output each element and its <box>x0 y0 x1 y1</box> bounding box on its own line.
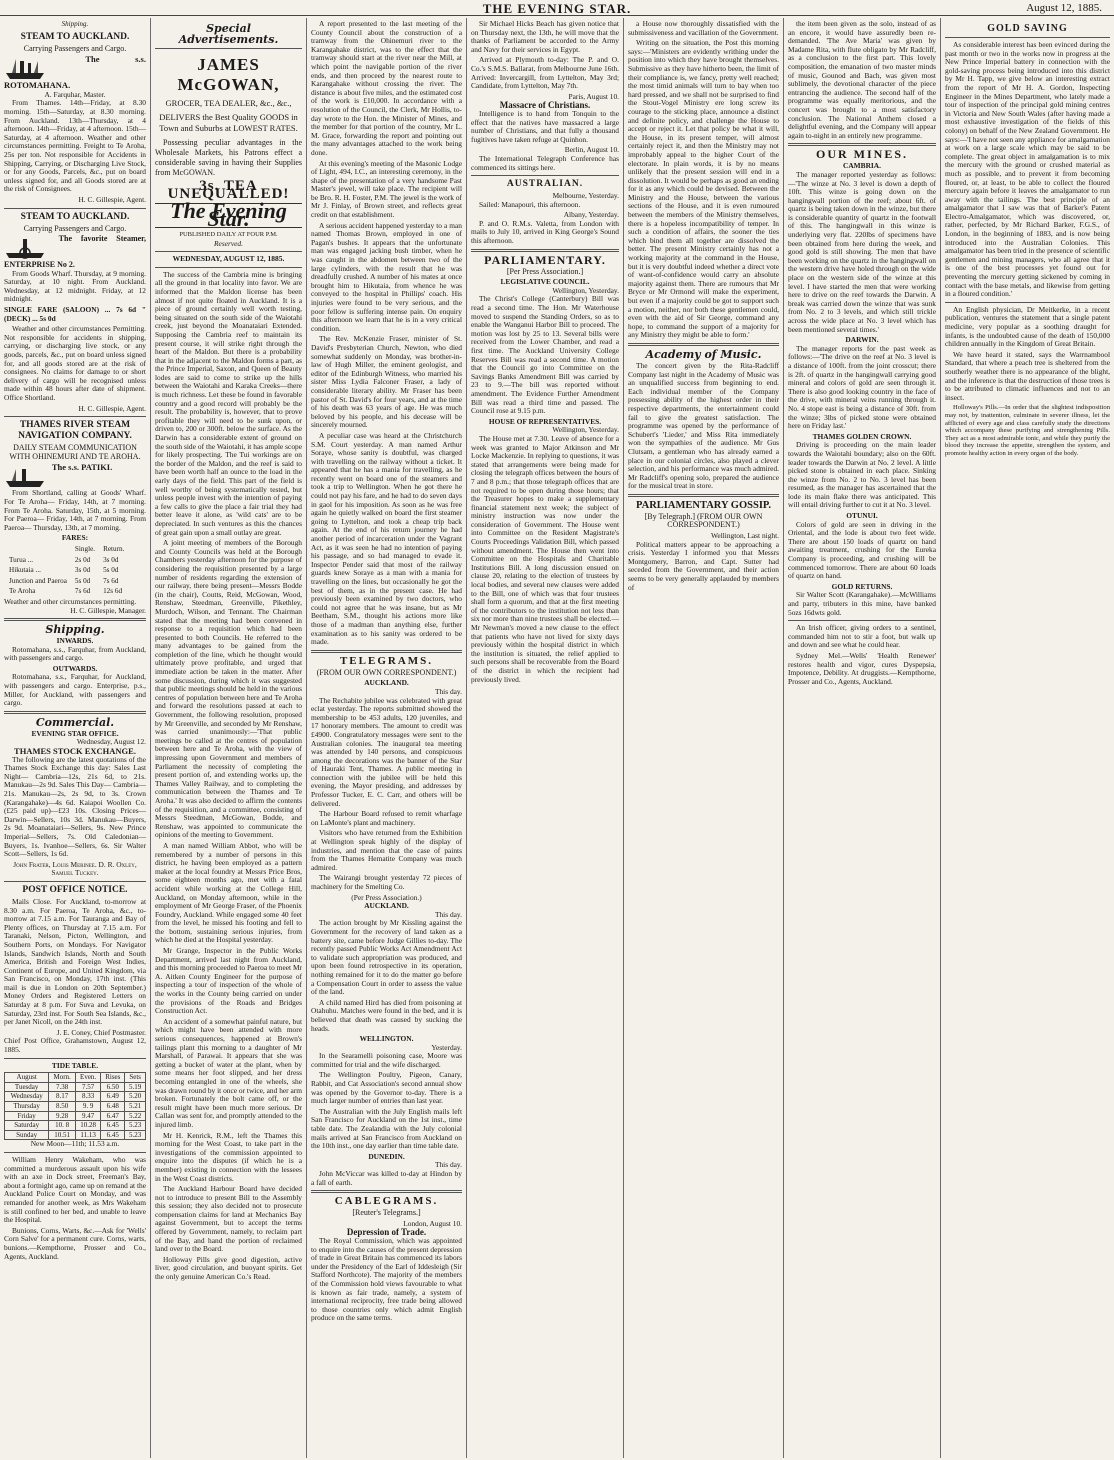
health-renewer-advert: Sydney Mel.—Wells' 'Health Renewer' restores health and vigor, cures Dyspepsia, Impotence, Debility. At druggists.—Kempthorne, Prosser and Co., Agents, Auckland. <box>788 650 936 686</box>
massacre-heading: Massacre of Christians. <box>499 100 591 111</box>
mail-schedule: Mails Close. For Auckland, to-morrow at 8.30 a.m. For Paeroa, Te Aroha, &c., to-morrow at 7.15 a.m. For Tauranga and Bay of Plenty offices, on Thursday at 7.15 a.m. For Taranaki, Nelson, Picton, Wellington, and Southern Ports, on Mondays. For Navigator Islands, Sandwich Islands, North and South America, British and Foreign West Indies, Continent of Europe, and United Kingdom, via San Francisco, on Monday, 17th inst. (This mail is due in London on 20th September.) Money Orders and Registered Letters on Saturday at 8 p.m. For Suva and Levuka, on Saturday, 23rd inst. For South Sea Islands, &c., per Janet Nicoll, on the 24th inst. <box>4 896 146 1027</box>
gold-returns-report: Sir Walter Scott (Karangahake).—McWilliams and party, tributers in this mine, have banked 5ozs 16dwts gold. <box>788 590 936 617</box>
australian-heading: AUSTRALIAN. <box>506 179 584 190</box>
mcgowan-delivery: DELIVERS the Best Quality GOODS in Town and Suburbs at LOWEST RATES. <box>159 111 298 133</box>
sailing-schedule: From Thames. 14th—Friday, at 8.30 morning. 15th—Saturday, at 8.30 morning. From Auckland. 13th—Thursday, at 4 afternoon. 14th—Friday, at 4 afternoon. 15th—Saturday, at 4 afternoon. Weather and other circumstances permitting. Freight to Te Aroha, 25s per ton. Not responsible for Accidents in Shipping, Carrying, or Discharging Live Stock, or for any Goods, Parcels, &c., put on board unless signed for, and all Goods stored are at the risk of Consignees. <box>4 98 146 194</box>
political-article: Writing on the situation, the Post this morning says:—'Ministers are evidently writhing under the position into which they have brought themselves. Submissive as they have hitherto been, the limit of their compliance is, we fancy, pretty well reached; the most timid animals will turn to bay when too hard pressed, and we shall not be surprised to find the Stout-Vogel Ministry ere long screw its courage to the sticking place, announce a distinct and definite policy, and challenge the House to accept or reject it. Let that policy be what it will, the House, in its present temper, will almost certainly reject it, and then the Ministry may not improbably appeal to the higher Court of the electorate. In plain words, it is by no means unlikely that the present session will end in a dissolution. It would be perhaps as good an ending for it as any which could be devised. Between the Ministry and the House, between the various sections of the House, and it is even rumoured between the members of the Ministry themselves, there is a hopeless incompatibility of temper. In such a condition of affairs, the sooner the ties which bind them all together are dissolved the better. The present Ministry certainly has not a working majority at the command in the House, but it is very doubtful indeed whether a direct vote of want-of-confidence would carry an absolute majority against them. There are rumours that Mr Bryce or Mr Ormond will make the experiment, but even if a majority could be got to support such a motion, neither, nor both these gentlemen could, even with the aid of Sir George, command any hope, to command the support of a majority for any Ministry they might be able to form.' <box>628 38 779 340</box>
sailing-schedule: From Shortland, calling at Goods' Wharf. For Te Aroha— Friday, 14th, at 7 morning. From Te Aroha. Saturday, 15th, at 5 morning. For Paeroa— Friday, 14th, at 7 morning. From Paeroa— Thursday, 13th, at 7 morning. <box>4 488 146 532</box>
fare-stop: Te Aroha <box>9 587 36 596</box>
moon-phase: New Moon—11th; 11.53 a.m. <box>30 1139 120 1149</box>
gold-saving-article: As considerable interest has been evinced during the past month or two in the works now in progress at the New Prince Imperial battery in connection with the gold-saving process being introduced into this district by Mr H. Tapp, we give below an interesting extract from the report of Mr H. A. Gordon, Inspecting Engineer in the Mines Department, who lately made a tour of inspection of the principal gold mining centres in Victoria and New South Wales (after having made a most exhaustive investigation of the fields of this colony) on behalf of the New Zealand Government. He says:—'I have not seen any appliance for amalgamation at work on a large scale which may be said to be complete. The great object in amalgamation is to mix the mercury with the ground or crushed material as much as possible, and to prevent it from becoming floured, or, at least, to be able to collect the floured mercury again before it leaves the amalgamator to run away with the tailings. The best principle of an amalgamator that I saw was that of Barker's Patent Electro-Amalgamator, which was discovered, or, rather, perfected, by Mr Richard Barker, F.G.S., of London, in the beginning of 1883, and is now being introduced into the Australian Colonies. This amalgamator has been tried in the presence of scientific gentlemen and mining managers, who all agree that it is one of the best processes yet found out for preventing the mercury getting sickened by coming in contact with the base metals, and likewise from getting in a floured condition.' <box>945 40 1110 299</box>
shipping-top-label: Shipping. <box>61 20 89 28</box>
otunui-heading: OTUNUI. <box>846 511 878 521</box>
mines-heading: OUR MINES. <box>815 147 908 162</box>
kissling-article: The action brought by Mr Kissling against the Government for the recovery of land taken as a battery site, came before Judge Gillies to-day. The recently passed Public Works Act Amendment Act to validate such appropriation was produced, and upon been found retrospective in its operation, nothing remained for it to do the matter go before a Compensation Court in order to assess the value of the land. <box>311 918 462 997</box>
arrivals-article: Arrived at Plymouth to-day: The P. and O. Co.'s S.M.S. Ballarat, from Melbourne June 16th. Arrived: Invercargill, from Lyttelton, May 3rd; Candidate, from Lyttelton, May 7th. <box>471 55 619 91</box>
paddle-steamer-icon <box>4 235 46 261</box>
exchange-heading: THAMES STOCK EXCHANGE. <box>14 746 136 757</box>
tide-table-heading: TIDE TABLE. <box>51 1060 99 1070</box>
abbot-accident-article: A man named William Abbot, who will be remembered by a number of persons in this district, he having been employed as a pattern maker at the local foundry at Messrs Price Bros, some eighteen months ago, met with a fatal accident while working at the College Hill, Auckland, on Monday afternoon, while in the employment of Mr George Fraser, of the Phoenix Foundry, Auckland. While engaged some 40 feet from the level, he missed his footing and fell to the bottom, sustaining serious injuries, from which he died at the Hospital yesterday. <box>155 840 302 945</box>
post-office-date: Chief Post Office, Grahamstown, August 12, 1885. <box>4 1036 146 1055</box>
tide-col: August <box>5 1073 49 1083</box>
dateline-wellington: Wellington, Yesterday. <box>552 285 619 295</box>
leader-article: The success of the Cambria mine is bringing all the ground in that locality into favor. We are informed that the Maldon license has been almost if not quite floated in Auckland. It is a piece of ground certainly well worth testing, being situated on the south side of the Waiotahi creek, just beyond the Moanataiari Extended. Supposing the Cambria reef to maintain its present course, it will strike right through the heart of the Maldon. But there is a probability that in the adjacent to the Maldon forms a part, as the Prince Imperial, Saxon, and Queen of Beauty lodes are said to come to strike up the hills between the Waiotahi and Karaka Creeks—there is much richness. Let these be found in favorable country and a good record will probably be the result. The probability is, however, that to prove profitable they will need to be sunk upon, or driven to, 200 or 300ft. below the surface. As the Darwin has a considerable extent of ground on the south side of the Waiotahi, it has ample scope for likely prospecting. The Tui workings are on the border of the Maldon, and the reef is said to have been worth half an ounce to the load in the early days of the field. This part of the field is well worthy of being systematically tested, but unless people invest with the intention of paying a few calls to give the place a fair trial they had better leave it alone, as 'wild cats' are to be depreciated. In such ventures as this the chances of great gain upon a small outlay are great. <box>155 269 302 537</box>
fares-table <box>4 543 129 598</box>
fare-return: 7s 6d <box>103 576 119 585</box>
issue-date: WEDNESDAY, AUGUST 12, 1885. <box>172 254 285 264</box>
cambria-report: The manager reported yesterday as follows:—'The winze at No. 3 level is down a depth of 10ft. This winze is going down on the hangingwall portion of the reef; about 6ft. of quartz is being taken down in the winze, but there is considerable quantity of quartz in the footwall of this. The hangingwall in this winze is underlying very flat. 220lbs of specimens have been obtained from here during the week, and good gold is still showing. The men that have been working on the quartz in the hangingwall on the western drive have holed through on the wide place on the western side of the winze at this level. I have started the men that were working here to drive on the reef towards the Darwin. A break was carried down the winze that was sunk from No. 2 to 3 levels, and which still trickle across the wide place at No. 3 level which has been mentioned several times.' <box>788 169 936 334</box>
inwards-heading: INWARDS. <box>56 636 94 646</box>
house-heading: HOUSE OF REPRESENTATIVES. <box>488 416 602 426</box>
council-proceedings: The Christ's College (Canterbury) Bill was read a second time. The Hon. Mr Waterhouse moved to suspend the Standing Orders, so as to enable the Wanganui Harbor Bill to proceed. The motion was lost by 25 to 13. Several bills were received from the Lower Chamber, and read a first time. The Auckland University College Reserves Bill was read a second time. A motion that the Council go into Committee on the Savings Banks Amendment Bill was carried by 23 to 9.—The bill was reported without amendment. The Evidence Further Amendment Bill was read a third time and passed. The Council rose at 9.15 p.m. <box>471 294 619 416</box>
ship-notice-enterprise <box>4 235 146 270</box>
steam-auckland-sub-2: Carrying Passengers and Cargo. <box>23 223 127 233</box>
fraser-obituary: The Rev. McKenzie Fraser, minister of St. David's Presbyterian Church, Newton, who died somewhat suddenly on Monday, was brother-in-law of Hugh Miller, the eminent geologist, and editor of the Edinburgh Witness, who married his sister Miss Lydia Falconer Fraser, a lady of considerable literary ability. Mr Fraser has been pastor of St. David's for four years, and at the time of his death was 63 years of age. He was much beloved by his people, and his decease will be sincerely mourned. <box>311 334 462 430</box>
river-navigation-sub: DAILY STEAM COMMUNICATION WITH OHINEMURI AND TE AROHA. <box>9 443 141 461</box>
fares-col: Return. <box>103 544 125 553</box>
serious-accident-article: A serious accident happened yesterday to a man named Thomas Brown, employed in one of Pagan's bushes. It appears that the unfortunate man was engaged jacking bush timber, when he was caught in the abdomen between two of the large cylinders, with the result that he was dreadfully crushed. A number of his mates at once brought him to Hikutaia, from whence he was conveyed to the hospital in Phillips' coach. His injuries were found to be very serious, and the poor fellow is suffering intense pain. On enquiry this afternoon we learn that he is in a very critical condition. <box>311 220 462 333</box>
tide-day: Wednesday <box>5 1092 49 1102</box>
office-date: Wednesday, August 12. <box>76 737 146 747</box>
dateline-wellington: Wellington, Yesterday. <box>552 425 619 435</box>
tide-col: Morn. <box>49 1073 76 1083</box>
dateline-auckland: AUCKLAND. <box>364 901 409 911</box>
sun-sets: 5.21 <box>125 1102 146 1112</box>
parl-gossip-heading: PARLIAMENTARY GOSSIP. <box>636 499 771 511</box>
searamelli-article: In the Searamelli poisoning case, Moore was committed for trial and the wife discharged. <box>311 1051 462 1069</box>
ship-master: A. Farquhar, Master. <box>44 89 106 99</box>
agent-signature: H. C. Gillespie, Agent. <box>78 403 146 413</box>
mcgowan-trade: GROCER, TEA DEALER, &c., &c., <box>165 98 292 108</box>
dateline-time: This day. <box>434 909 462 919</box>
single-fare: SINGLE FARE (SALOON) ... 7s 6d " (DECK) ... 5s 0d <box>4 305 146 323</box>
academy-article: The concert given by the Rita-Radcliff Company last night in the Academy of Music was an unqualified success from beginning to end. Each individual member of the Company possessing ability of the highest order in their respective departments, the entertainment could fail to give the greatest satisfaction. The programme was opened by the performance of Schubert's 'Lieder,' and Miss Rita immediately won the sympathies of the audience. Mr Gus Clutsam, a gentleman who has already earned a place in our colonial circles, also played a clever selection, and his performance was much admired. Mr Radcliff's opening solo, prepared the audience for the musical treat in store. <box>628 360 779 491</box>
outwards-text: Rotomahana, s.s., Farquhar, for Auckland, with passengers and cargo. Enterprise, p.s., Miller, for Auckland, with passengers and cargo. <box>4 672 146 708</box>
steamship-icon <box>4 463 46 489</box>
fare-stop: Hikutaia ... <box>9 566 41 575</box>
parliamentary-sub: [Per Press Association.] <box>506 266 584 276</box>
tide-col: Rises <box>101 1073 125 1083</box>
dateline-wellington: WELLINGTON. <box>359 1034 414 1044</box>
steam-auckland-heading: STEAM TO AUCKLAND. <box>20 31 130 42</box>
harbour-board-article: The Harbour Board refused to remit wharfage on LaMonte's plant and machinery. <box>311 809 462 827</box>
harbour-article: The Auckland Harbour Board have decided not to introduce to present Bill to the Assembly this session; they also decided not to prosecute compensation claims for land at Mechanics Bay against Government, but to accept the terms offered by Government, namely, to reclaim part of the Bay, and hand the portion of reclaimed land over to the Board. <box>155 1184 302 1254</box>
fares-col <box>6 545 70 554</box>
sun-rises: 6.48 <box>101 1102 125 1112</box>
tea-advert: 3s. TEA UNEQUALLED! <box>167 177 290 203</box>
poultry-show-article: The Wellington Poultry, Pigeon, Canary, Rabbit, and Cat Association's second annual show was opened by the Governor to-day. There is a much larger number of entries than last year. <box>311 1070 462 1106</box>
massacre-article: Intelligence is to hand from Tonquin to the effect that the natives have massacred a large number of Christians, and that fully a thousand fugitives have taken refuge at Quinhon. <box>471 108 619 144</box>
gold-returns-heading: GOLD RETURNS. <box>831 581 893 591</box>
newspaper-title: THE EVENING STAR. <box>482 1 632 16</box>
dateline-paris: Paris, August 10. <box>568 91 619 101</box>
publication-note: PUBLISHED DAILY AT FOUR P.M. <box>179 230 278 238</box>
darwin-heading: DARWIN. <box>845 335 879 345</box>
steam-auckland-heading-2: STEAM TO AUCKLAND. <box>20 211 130 222</box>
cambria-heading: CAMBRIA. <box>843 161 881 171</box>
telegrams-heading: TELEGRAMS. <box>339 654 434 667</box>
tide-even: 9. 9 <box>75 1102 100 1112</box>
ship-notice-rotomahana <box>4 55 146 91</box>
tide-day: Thursday <box>5 1102 49 1112</box>
parl-gossip-sub: [By Telegraph.] (FROM OUR OWN CORRESPONDENT.) <box>644 511 763 530</box>
reuters-label: [Reuter's Telegrams.] <box>352 1208 421 1218</box>
dateline-berlin: Berlin, August 10. <box>564 145 619 155</box>
fares-note: Weather and other circumstances permitting. <box>4 596 137 606</box>
tide-col: Sets <box>125 1073 146 1083</box>
post-office-heading: POST OFFICE NOTICE. <box>22 884 128 895</box>
tide-header-row <box>5 1073 146 1083</box>
dateline-auckland: AUCKLAND. <box>364 678 409 688</box>
ship-name: The s.s. PATIKI. <box>51 462 113 473</box>
masonic-article: At this evening's meeting of the Masonic Lodge of Light, 494, I.C., an interesting ceremony, in the shape of the presentation of a very handsome Past Master's jewel, will take place. The recipient will be Bro. R. H. Foster, P.M. The jewel is the work of Mr J. Finlay, of Brown street, and reflects great credit on that establishment. <box>311 158 462 220</box>
press-association-label: (Per Press Association.) <box>351 892 422 902</box>
tide-even: 8.33 <box>75 1092 100 1102</box>
tide-morn: 10.51 <box>49 1130 76 1140</box>
tide-even: 7.57 <box>75 1082 100 1092</box>
manager-signature: H. C. Gillespie, Manager. <box>70 605 146 615</box>
depression-article: The Royal Commission, which was appointed to enquire into the causes of the present depression of trade in Great Britain has commenced its labors under the Presidency of the Earl of Iddesleigh (Sir Stafford Northcote). The majority of the members of the Commission hold views favourable to what is known as fair trade, namely, a system of international reciprocity, free trade being allowed to those countries only which admit English produce on the same terms. <box>311 1235 462 1323</box>
tide-morn: 9.28 <box>49 1111 76 1121</box>
joint-meeting-article: A joint meeting of members of the Borough and County Councils was held at the Borough Chambers yesterday afternoon for the purpose of considering the requisition presented by a large number of residents regarding the extension of our railway, there being present—Messrs Bodde (in the chair), Coutts, Reid, McGowan, Wood, Renshaw, Steedman, Greenville, Pikethley, Murdoch, Wilson, and Tennant. The Chairman stated that the meeting had been convened in response to a requisition which had been presented to both Councils. He referred to the many advantages to be gained from the completion of the line, which he thought would ultimately prove profitable, and urged that immediate action be taken in the matter. After some discussion, during which it was suggested that public meetings should be held in the various centres of population between here and Te Aroha and forward the resolutions passed at each to Government, the following resolution, proposed by Mr Greenville, and seconded by Mr Renshaw, was carried unanimously:—'That public meetings be called at the centres of population between here and Te Aroha, with the view of impressing upon Government and members of Parliament the necessity of completing the present portion of, and extending works up, the Thames Valley Railway, and to completing the communication between the Thames and Te Aroha.' It was also decided to affirm the contents of the requisition, and a committee, consisting of Messrs Steedman, McGowan, Bodde, and Renshaw, was appointed to communicate the opinions of the meeting to Government. <box>155 538 302 840</box>
dateline-dunedin: DUNEDIN. <box>368 1151 405 1161</box>
sun-sets: 5.23 <box>125 1121 146 1131</box>
hicks-beach-article: Sir Michael Hicks Beach has given notice that on Thursday next, the 13th, he will move that the thanks of Parliament be accorded to the Army and Navy for their services in Egypt. <box>471 19 619 54</box>
kenrick-article: Mr H. Kenrick, R.M., left the Thames this morning for the West Coast, to take part in the investigations of the commission appointed to enquire into the disputes (if which he is a member) existing in connection with the lessees in the West Coast districts. <box>155 1130 302 1183</box>
fare-single: 2s 0d <box>74 555 91 564</box>
cablegrams-heading: CABLEGRAMS. <box>334 1195 439 1208</box>
dateline-time: This day. <box>434 1160 462 1170</box>
tide-row <box>5 1092 146 1102</box>
column-3 <box>307 18 466 1458</box>
commercial-heading: Commercial. <box>35 715 115 729</box>
fare-return: 3s 0d <box>103 555 119 564</box>
machinery-article: The Wairangi brought yesterday 72 pieces of machinery for the Smelting Co. <box>311 873 462 891</box>
rechabite-article: The Rechabite jubilee was celebrated with great eclat yesterday. The reports submitted showed the membership to be 453 adults, 120 juveniles, and 17 honorary members. The amount to credit was £4900. Congratulatory messages were sent to the Australian colonies. The inaugural tea meeting was attended by 140 persons, and conspicuous among the decorations was the banner of the Star of Hauraki Tent, Thames. A public meeting in connection with the jubilee will be held this evening, the Mayor presiding, and addresses by Professor Tucker, E. C. Carr, and others will be delivered. <box>311 695 462 808</box>
academy-heading: Academy of Music. <box>645 347 762 361</box>
tide-day: Tuesday <box>5 1082 49 1092</box>
column-7 <box>941 18 1114 1458</box>
agent-signature: H. C. Gillespie, Agent. <box>78 194 146 204</box>
mails-article: The Australian with the July English mails left San Francisco for Auckland on the 1st inst., time table date. The Zealandia with the July colonial mails arrived at San Francisco from Auckland on the 10th inst., one day earlier than time table date. <box>311 1106 462 1151</box>
fare-return: 5s 0d <box>103 566 119 575</box>
column-1 <box>0 18 150 1458</box>
fare-stop: Junction and Paeroa <box>9 576 67 585</box>
crown-heading: THAMES GOLDEN CROWN. <box>812 431 912 441</box>
sun-rises: 6.45 <box>101 1121 125 1131</box>
fares-row <box>6 577 127 586</box>
parl-gossip-article: Political matters appear to be approaching a crisis. Yesterday I informed you that Messrs Montgomery, Barron, and Capt. Sutter had seceded from the Government, and their action seems to be very generally applauded by members of <box>628 539 779 592</box>
political-intro: a House now thoroughly dissatisfied with the submissiveness and vacillation of the Government. <box>628 19 779 37</box>
dateline-london: London, August 10. <box>403 1218 462 1228</box>
sun-rises: 6.45 <box>101 1130 125 1140</box>
office-heading: EVENING STAR OFFICE. <box>31 728 119 738</box>
fares-row <box>6 587 127 596</box>
tide-col: Even. <box>75 1073 100 1083</box>
inwards-text: Rotomahana, s.s., Farquhar, from Auckland, with passengers and cargo. <box>4 644 146 663</box>
fares-row <box>6 566 127 575</box>
otunui-report: Colors of gold are seen in driving in the Oriental, and the lode is about two feet wide. There are about 150 loads of quartz on hand awaiting treatment, crushing for the Eureka Company is proceeding, and crushing will be commenced tomorrow. There are about 60 loads of quartz on hand. <box>788 519 936 581</box>
crown-report: Driving is proceeding on the main leader towards the Waiotahi boundary; also on the 60ft. leader towards the Darwin at No. 2 level. A little picked stone is obtained in each place. Sinking the winze from No. 2 to No. 3 level has been resumed, as the manager has ascertained that the lode its main flake there was anticipated. This will entail driving further to cut it at No. 3 level. <box>788 440 936 510</box>
sailed-article: Sailed: Manapouri, this afternoon. <box>479 199 581 209</box>
ship-name: The favorite Steamer, ENTERPRISE No 2. <box>4 234 146 270</box>
remedy-advert: Bunions, Corns, Warts, &c.—Ask for 'Wells' Corn Salve' for a permanent cure. Corns, warts, bunions.—Kempthorne, Prosser and Co., Agents, Auckland. <box>4 1225 146 1261</box>
sun-sets: 5.22 <box>125 1111 146 1121</box>
sailing-schedule: From Goods Wharf. Thursday, at 9 morning. Saturday, at 10 night. From Auckland. Wednesday, at 12 midnight. Friday, at 12 midnight. <box>4 268 146 304</box>
outwards-heading: OUTWARDS. <box>52 663 98 673</box>
postmaster-signature: J. E. Coney, Chief Postmaster. <box>56 1027 146 1037</box>
mcviccar-article: John McViccar was killed to-day at Hindon by a fall of earth. <box>311 1169 462 1187</box>
masthead-date: August 12, 1885. <box>1026 2 1102 14</box>
fare-single: 5s 0d <box>74 576 91 585</box>
holloway-notice: Holloway Pills give good digestion, active liver, good circulation, and buoyant spirits. Get the only genuine American Co.'s Read. <box>155 1254 302 1282</box>
telegrams-subheading: (FROM OUR OWN CORRESPONDENT.) <box>316 667 457 677</box>
column-2 <box>151 18 306 1458</box>
holloway-advert: Holloway's Pills.—In order that the slightest indisposition may not, by inattention, culminate in severer illness, let the afflicted of every age and class carefully study the directions which accompany these purifying and strengthening Pills. They act as a most admirable tonic, and while they purify the blood they increase the appetite, strengthen the system, and promote healthy action in every organ of the body. <box>945 404 1110 457</box>
poisoning-article: A child named Hird has died from poisoning at Otahuhu. Matches were found in the bed, and it is believed that death was caused by sucking the heads. <box>311 997 462 1033</box>
peach-blight-article: We have heard it stated, says the Warrnambool Standard, that where a peach tree is sheltered from the southerly weather there is no appearance of the blight, and the inference is that the destruction of those trees is to be attributed to climatic influences and not to an insect. <box>945 349 1110 402</box>
tide-morn: 7.38 <box>49 1082 76 1092</box>
reserved-label: Reserved. <box>214 238 243 248</box>
column-5 <box>624 18 783 1458</box>
sun-sets: 5.23 <box>125 1130 146 1140</box>
tide-morn: 8.50 <box>49 1102 76 1112</box>
special-ads-heading: Special Advertisements. <box>178 22 279 46</box>
sun-sets: 5.19 <box>125 1082 146 1092</box>
mcgowan-name: JAMES McGOWAN, <box>177 55 280 94</box>
sun-rises: 6.49 <box>101 1092 125 1102</box>
fare-return: 12s 6d <box>103 587 123 596</box>
concert-continuation: the item been given as the solo, instead of as an encore, it would have assuredly been re-demanded. 'The Ave Maria' was given by Madame Rita, with flute obligato by Mr Radcliff, as a conclusion to the first part. This lovely composition, the emanation of two master minds of music, Gounod and Bach, was given most sublimely, the devotional character of the piece entrancing the audience. The second half of the programme was equally meritorious, and the concert was brought to a most satisfactory conclusion. The National Anthem closed a delightful evening, and the Company will appear again to-night in an entirely new programme. <box>788 19 936 140</box>
tramway-report: A report presented to the last meeting of the County Council about the construction of a tramway from the Ohinemuri river to the Karangahake district, was to the effect that the tramway should start at the river near the Mill, at which point the navigable portion of the river ends, and then proceed by the nearest route to Karangahake without crossing the river. The distance is about five miles, and the estimated cost of the work is £10,000. In accordance with a resolution of the Council, the Clerk, Mr Hollis, to-day wrote to the Hon. the Minister of Mines, and the member for that portion of the country, Mr L. M. Grace, forwarding the report and pointing out the many advantages attached to the work being done. <box>311 19 462 157</box>
grange-article: Mr Grange, Inspector in the Public Works Department, arrived last night from Auckland, and this morning proceeded to Paeroa to meet Mr A. Aitken County Engineer for the purpose of inspecting a tour of inspection of the whole of the works in the County being carried on under the provisions of the Roads and Bridges Construction Act. <box>155 946 302 1016</box>
wakeham-report: William Henry Wakeham, who was committed a murderous assault upon his wife with an axe in Dock street, Freeman's Bay, about a fortnight ago, came up on remand at the Auckland Police Court on Monday, and was remanded for another week, as Mrs Wakeham is still confined to her bed, and unable to leave the Hospital. <box>4 1154 146 1225</box>
tide-table <box>4 1072 146 1140</box>
fares-header-row <box>6 545 127 554</box>
paper-nameplate: The Evening Star. <box>155 203 302 228</box>
tide-day: Saturday <box>5 1121 49 1131</box>
visitors-article: Visitors who have returned from the Exhibition at Wellington speak highly of the display of industries, and mention that the case of paints from the Thames Hematite Company was much admired. <box>311 828 462 872</box>
tide-day: Sunday <box>5 1130 49 1140</box>
physician-article: An English physician, Dr Meitkerke, in a recent publication, ventures the statement that a single patent medicine, very popular as a soothing draught for infants, is the undoubted cause of the death of 150,000 children annually in the Kingdom of Great Britain. <box>945 304 1110 349</box>
tide-morn: 8.17 <box>49 1092 76 1102</box>
irish-officer-anecdote: An Irish officer, giving orders to a sentinel, commanded him not to stir a foot, but walk up and down and see what he could hear. <box>788 623 936 650</box>
dateline-time: Yesterday. <box>431 1042 462 1052</box>
mcgowan-advantages: Possessing peculiar advantages in the Wholesale Markets, his Patrons effect a considerable saving in having their Supplies from McGOWAN. <box>155 137 302 177</box>
house-proceedings: The House met at 7.30. Leave of absence for a week was granted to Major Atkinson and Mr Locke Mackenzie. In replying to questions, it was stated that arrangements were being made for closing the telegraph offices between the hours of 7 and 8 p.m.; that those telegraph offices that are not required to be open during those hours; that the Treasurer hopes to make a supplementary financial statement next week; the subject of ministry instruction was now under the consideration of Government. The House went into Committee on the Resident Magistrate's Courts Proceedings Validation Bill, which passed without amendment. The House then went into Committee on the Hospitals and Charitable Institutions Bill. A long discussion ensued on clause 20, relating to the election of trustees by local bodies, and several new clauses were added to the Bill, one of which was that four trustees shall form a quorum, and that at the first meeting of the contributors to the institution not less than six nor more than nine trustees shall be elected.—Mr Newman's moved a new clause to the effect that patients who have not lived for sixty days previously within the hospital district in which the institution is situated, the relief applied to such persons shall be recoverable from the Board of the district in which the recipient had previously lived. <box>471 433 619 684</box>
dateline-wellington: Wellington, Last night. <box>711 531 779 541</box>
gold-saving-heading: GOLD SAVING <box>987 23 1068 34</box>
sun-rises: 6.50 <box>101 1082 125 1092</box>
steam-auckland-sub: Carrying Passengers and Cargo. <box>23 43 127 53</box>
tide-day: Friday <box>5 1111 49 1121</box>
valetta-article: P. and O. R.M.s. Valetta, from London with mails to July 10, arrived in King George's Sound this afternoon. <box>471 218 619 246</box>
parliamentary-heading: PARLIAMENTARY. <box>484 252 606 267</box>
shipping-heading: Shipping. <box>45 623 105 637</box>
telegraph-conference-article: The International Telegraph Conference has commenced its sittings here. <box>471 153 619 172</box>
tide-morn: 10. 8 <box>49 1121 76 1131</box>
exchange-quotations: The following are the latest quotations of the Thames Stock Exchange this day: Sales Last Night— Cambria—12s, 21s 6d, to 21s. Manukau—2s 9d. Sales This Day— Cambria—21s. Manukau—2s, 2s 9d, to 3s. Crown (Karangahake)—4s 6d. Kaiapoi Woollen Co. (£25 paid up)—£23 10s. Closing Prices— Darwin—Sellers, 10s 3d. Manukau—Buyers, 2s 9d. Moanataiari—Sellers, 9s. New Prince Imperial—Sellers, 7s. Old Caledonian—Buyers, 1s. Ivanhoe—Sellers, 6s. Sir Walter Scott—Sellers, 1s 6d. <box>4 754 146 859</box>
dateline-time: This day. <box>434 686 462 696</box>
column-4 <box>467 18 623 1458</box>
dateline-melbourne: Melbourne, Yesterday. <box>552 191 619 201</box>
fare-stop: Turua ... <box>9 555 34 564</box>
ship-notice-patiki <box>4 463 146 489</box>
shipping-conditions: Weather and other circumstances Permitting. Not responsible for accidents in shipping, carrying, or discharging live stock, or any goods, parcels, &c., put on board unless signed for, and all goods stored are at the risk of consignees. No claims for damage to or short delivery of cargo will be recognised unless made within 48 hours after date of shipment. Office Shortland. <box>4 324 146 402</box>
masthead <box>0 0 1114 16</box>
tide-row <box>5 1082 146 1092</box>
tide-even: 10.28 <box>75 1121 100 1131</box>
river-navigation-heading: THAMES RIVER STEAM NAVIGATION COMPANY. <box>18 420 132 442</box>
sun-sets: 5.20 <box>125 1092 146 1102</box>
fares-row <box>6 556 127 565</box>
tide-row <box>5 1111 146 1121</box>
tide-even: 11.13 <box>75 1130 100 1140</box>
depression-heading: Depression of Trade. <box>346 1227 427 1238</box>
fare-single: 7s 6d <box>74 587 91 596</box>
darwin-report: The manager reports for the past week as follows:—'The drive on the reef at No. 3 level is a distance of 100ft. from the joint crosscut; there is 2ft. of quartz in the hangingwall carrying good mineral and colors of gold are seen through it. There is also good looking country in the face of the drive, with mineral veins running through it. No. 4 stope east is being a distance of 30ft. from the winze; 3lbs of picked stone were obtained here on Friday last.' <box>788 343 936 431</box>
tide-row <box>5 1102 146 1112</box>
broker-names: John Frater, Louis Merinee. D. R. Oxley, Samuel Tuckey. <box>13 859 137 878</box>
sun-rises: 6.47 <box>101 1111 125 1121</box>
tide-even: 9.47 <box>75 1111 100 1121</box>
tide-row <box>5 1121 146 1131</box>
column-6 <box>784 18 940 1458</box>
ship-name: The s.s. ROTOMAHANA. <box>4 54 146 91</box>
dateline-albany: Albany, Yesterday. <box>563 210 619 220</box>
fares-heading: FARES: <box>61 533 89 543</box>
fares-col: Single. <box>74 544 96 553</box>
steamship-icon <box>4 55 46 81</box>
council-heading: LEGISLATIVE COUNCIL. <box>500 277 590 287</box>
peculiar-case-article: A peculiar case was heard at the Christchurch S.M. Court yesterday. A man named Arthur Soraye, whose sanity is doubtful, was charged with travelling on the railway without a ticket. It appeared that he has a mania for travelling, as he recently went on board one of the steamers and took a trip to Wellington. When he got there he could not pay his fare, and he had to do seven days in gaol for his imposition. As soon as he was free again he quietly walked on board the first steamer going to Lyttelton, and took a cheap trip back again. At the end of his return journey he had another period of incarceration under the Vagrant Act, as it was seen he had no intention of paying his passage, and so had managed to evade it. Inspector Pender said that most of the railway guards knew Soraye as a man with a mania for travelling on the lines, but occasionally he got the best of them, as in the present case. He had previously been examined by two doctors, who could not agree that he was insane, but as Mr Beetham, S.M., thought his actions more like those of a madman than anything else, further examination as to his sanity was ordered to be made. <box>311 430 462 647</box>
fare-single: 3s 0d <box>74 566 91 575</box>
accident-article: An accident of a somewhat painful nature, but which might have been attended with more serious consequences, happened at Brown's tailings plant this morning to a daughter of Mr Marshall, of Parawai. It appears that she was getting a bucket of water at the plant, when by some means her foot slipped, and her dress becoming entangled in one of the wheels, she was drawn round by it once or twice, and her arm broken. Fortunately the bolt came off, or the result might have been much more serious. Dr Callan was sent for, and promptly attended to the injured limb. <box>155 1016 302 1129</box>
